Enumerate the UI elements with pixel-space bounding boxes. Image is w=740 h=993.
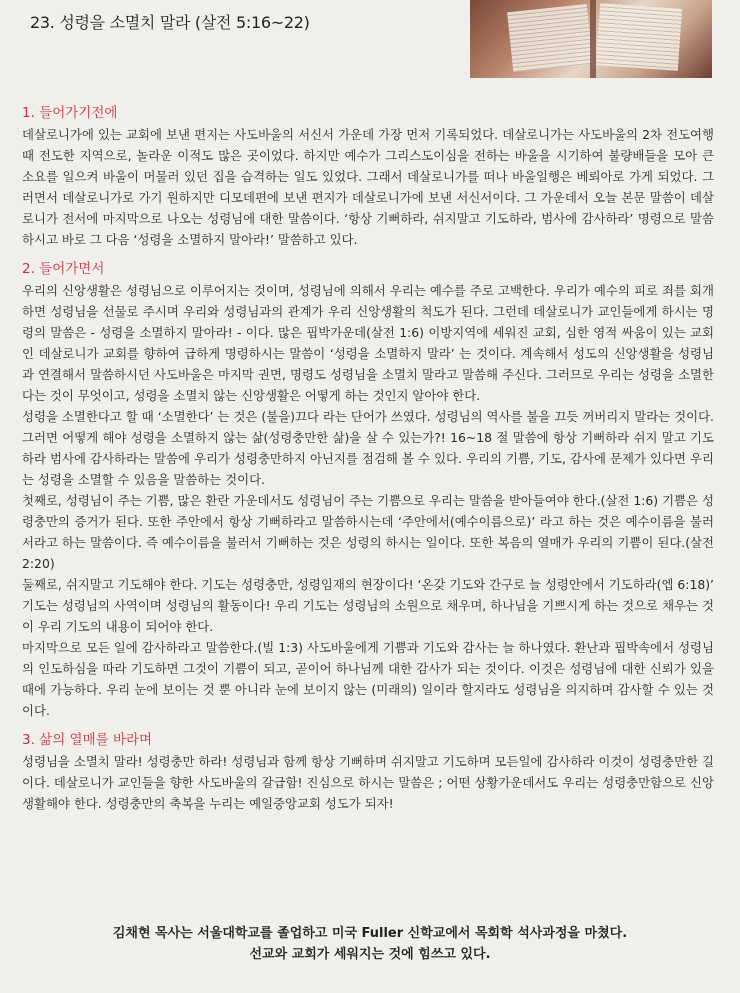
author-bio [0, 923, 740, 965]
paragraph: 데살로니가에 있는 교회에 보낸 편지는 사도바울의 서신서 가운데 가장 먼저 기록되었다. 데살로니가는 사도바울의 2차 전도여행때 전도한 지역으로, 놀라운 이적도 많은 곳이었다. 하지만 예수가 그리스도이심을 전하는 바울을 시기하여 불량배들을 모아 큰 소요를 일으켜 바울이 머물러 있던 집을 습격하는 일도 있었다. 그래서 데살로니가를 떠나 바울일행은 베뢰아로 가게 되었다. 그러면서 데살로니가로 가기 원하지만 디모데편에 보낸 편지가 데살로니가에 보낸 서신서이다. 그 가운데서 오늘 본문 말씀이 데살로니가 전서에 마지막으로 나오는 성령님에 대한 말씀이다. ‘항상 기뻐하라, 쉬지말고 기도하라, 범사에 감사하라’ 명령으로 말씀하시고 바로 그 다음 ‘성령을 소멸하지 말아라!’ 말씀하고 있다. [22, 127, 714, 247]
paragraph: 성령을 소멸한다고 할 때 ‘소멸한다’ 는 것은 (불을)끄다 라는 단어가 쓰였다. 성령님의 역사를 불을 끄듯 꺼버리지 말라는 것이다. 그러면 어떻게 해야 성령을 소멸하지 않는 삶(성령충만한 삶)을 살 수 있는가?! 16~18 절 말씀에 항상 기뻐하라 쉬지 말고 기도하라 범사에 감사하라는 말씀에 우리가 성령충만하지 아닌지를 점검해 볼 수 있다. 우리의 기쁨, 기도, 감사에 문제가 있다면 우리는 성령을 소멸할 수 있음을 말씀하는 것이다. [22, 409, 714, 487]
section-heading: 1. 들어가기전에 [22, 105, 118, 121]
bible-photo [470, 0, 712, 78]
paragraph: 첫째로, 성령님이 주는 기쁨, 많은 환란 가운데서도 성령님이 주는 기쁨으로 우리는 말씀을 받아들여야 한다.(살전 1:6) 기쁨은 성령충만의 증거가 된다. 또한 주안에서 항상 기뻐하라고 말씀하시는데 ‘주안에서(예수이름으로)’ 라고 하는 것은 예수이름을 불러서라고 하는 말씀이다. 즉 예수이름을 불러서 기뻐하는 것은 성령의 하시는 일이다. 또한 복음의 열매가 우리의 기쁨이 된다.(살전 2:20) [22, 493, 714, 571]
section-fruit [22, 729, 714, 814]
bible-page-left [507, 4, 593, 72]
section-entering [22, 258, 714, 721]
page-title: 23. 성령을 소멸치 말라 (살전 5:16~22) [30, 13, 310, 32]
paragraph: 성령님을 소멸치 말라! 성령충만 하라! 성령님과 함께 항상 기뻐하며 쉬지말고 기도하며 모든일에 감사하라 이것이 성령충만한 길이다. 데살로니가 교인들을 향한 사도바울의 갈급함! 진심으로 하시는 말씀은 ; 어떤 상황가운데서도 우리는 성령충만함으로 신앙생활해야 한다. 성령충만의 축복을 누리는 예일중앙교회 성도가 되자! [22, 754, 714, 811]
paragraph: 마지막으로 모든 일에 감사하라고 말씀한다.(빌 1:3) 사도바울에게 기쁨과 기도와 감사는 늘 하나였다. 환난과 핍박속에서 성령님의 인도하심을 따라 기도하면 그것이 기쁨이 되고, 곧이어 하나님께 대한 감사가 되는 것이다. 이것은 성령님에 대한 신뢰가 있을 때에 가능하다. 우리 눈에 보이는 것 뿐 아니라 눈에 보이지 않는 (미래의) 일이라 할지라도 성령님을 의지하며 감사할 수 있는 것이다. [22, 640, 714, 718]
section-heading: 3. 삶의 열매를 바라며 [22, 732, 153, 748]
bible-spine [590, 0, 596, 78]
author-bio-line: 선교와 교회가 세워지는 것에 힘쓰고 있다. [249, 947, 491, 962]
author-bio-line: 김채현 목사는 서울대학교를 졸업하고 미국 Fuller 신학교에서 목회학 석사과정을 마쳤다. [112, 926, 628, 941]
paragraph: 둘째로, 쉬지말고 기도해야 한다. 기도는 성령충만, 성령임재의 현장이다! ‘온갖 기도와 간구로 늘 성령안에서 기도하라(엡 6:18)’ 기도는 성령님의 사역이며 성령님의 활동이다! 우리 기도는 성령님의 소원으로 채우며, 하나님을 기쁘시게 하는 것으로 채우는 것이 우리 기도의 내용이 되어야 한다. [22, 577, 714, 634]
section-intro [22, 102, 714, 250]
paragraph: 우리의 신앙생활은 성령님으로 이루어지는 것이며, 성령님에 의해서 우리는 예수를 주로 고백한다. 우리가 예수의 피로 죄를 회개하면 성령님을 선물로 주시며 우리와 성령님과의 관계가 우리 신앙생활의 척도가 된다. 그런데 데살로니가 교인들에게 하시는 명령의 말씀은 - 성령을 소멸하지 말아라! - 이다. 많은 핍박가운데(살전 1:6) 이방지역에 세워진 교회, 심한 영적 싸움이 있는 교회인 데살로니가 교회를 향하여 급하게 명령하시는 말씀이 ‘성령을 소멸하지 말라’ 는 것이다. 계속해서 성도의 신앙생활을 성령님과 연결해서 말씀하시던 사도바울은 마지막 권면, 명령도 성령님을 소멸치 말라고 말씀해 주신다. 그러므로 우리는 성령을 소멸한다는 것이 무엇이고, 성령을 소멸치 않는 신앙생활은 어떻게 하는 것인지 알아야 한다. [22, 283, 714, 403]
article-body [22, 102, 714, 822]
bible-page-right [596, 3, 682, 71]
section-heading: 2. 들어가면서 [22, 261, 105, 277]
